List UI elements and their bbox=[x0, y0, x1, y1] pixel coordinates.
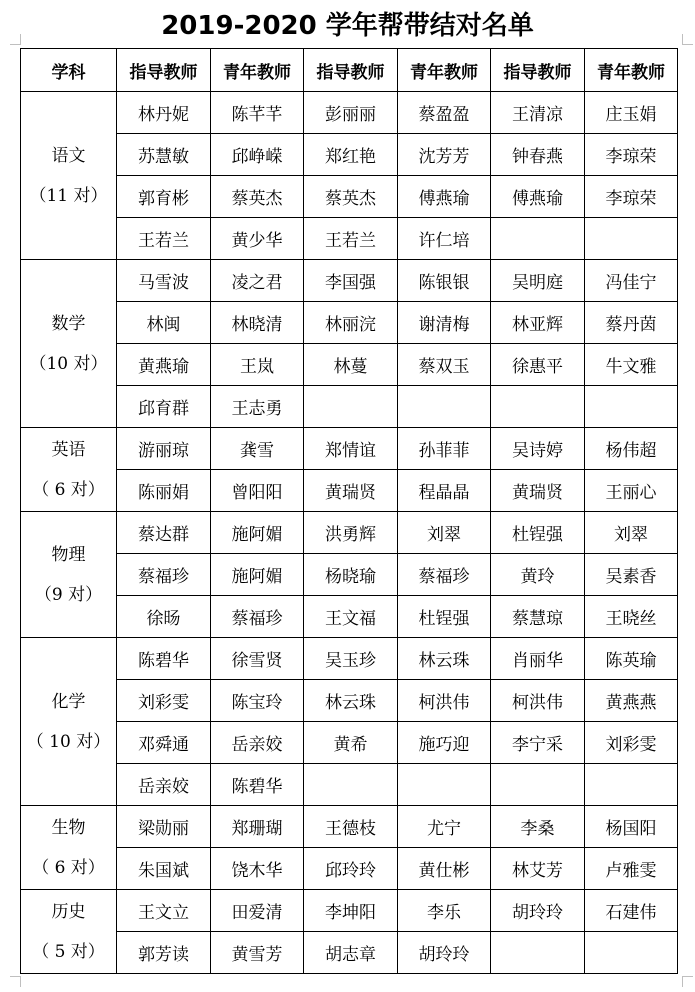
subject-name: 物理 bbox=[51, 544, 86, 565]
header-young-teacher: 青年教师 bbox=[211, 49, 304, 92]
young-teacher-name-cell: 陈芊芊 bbox=[211, 92, 304, 134]
table-row bbox=[21, 176, 678, 218]
young-teacher-name-cell: 饶木华 bbox=[211, 848, 304, 890]
subject-cell bbox=[21, 428, 117, 512]
mentor-name-cell: 蔡达群 bbox=[117, 512, 211, 554]
mentor-name-cell: 王若兰 bbox=[117, 218, 211, 260]
subject-cell bbox=[21, 260, 117, 428]
mentor-name-cell: 游丽琼 bbox=[117, 428, 211, 470]
subject-name: 数学 bbox=[51, 313, 86, 334]
young-teacher-name-cell: 杨伟超 bbox=[585, 428, 678, 470]
young-teacher-name-cell: 王晓丝 bbox=[585, 596, 678, 638]
mentor-name-cell: 黄燕瑜 bbox=[117, 344, 211, 386]
young-teacher-name-cell: 柯洪伟 bbox=[398, 680, 491, 722]
mentor-name-cell: 吴诗婷 bbox=[491, 428, 585, 470]
header-subject: 学科 bbox=[21, 49, 117, 92]
young-teacher-name-cell: 黄燕燕 bbox=[585, 680, 678, 722]
mentor-name-cell: 黄玲 bbox=[491, 554, 585, 596]
mentor-name-cell: 林丹妮 bbox=[117, 92, 211, 134]
mentor-name-cell: 林艾芳 bbox=[491, 848, 585, 890]
mentor-name-cell: 吴明庭 bbox=[491, 260, 585, 302]
young-teacher-name-cell: 林云珠 bbox=[398, 638, 491, 680]
mentor-name-cell: 林亚辉 bbox=[491, 302, 585, 344]
young-teacher-name-cell: 胡玲玲 bbox=[398, 932, 491, 974]
pair-count: （11 对） bbox=[29, 185, 108, 206]
young-teacher-name-cell: 蔡福珍 bbox=[211, 596, 304, 638]
table-header-row bbox=[21, 49, 678, 92]
mentor-name-cell: 林闽 bbox=[117, 302, 211, 344]
young-teacher-name-cell: 黄仕彬 bbox=[398, 848, 491, 890]
young-teacher-name-cell: 陈银银 bbox=[398, 260, 491, 302]
young-teacher-name-cell: 凌之君 bbox=[211, 260, 304, 302]
young-teacher-name-cell bbox=[585, 932, 678, 974]
header-young-teacher: 青年教师 bbox=[585, 49, 678, 92]
young-teacher-name-cell: 李乐 bbox=[398, 890, 491, 932]
mentor-name-cell: 邱育群 bbox=[117, 386, 211, 428]
young-teacher-name-cell: 田爱清 bbox=[211, 890, 304, 932]
young-teacher-name-cell: 施阿媚 bbox=[211, 554, 304, 596]
subject-name: 英语 bbox=[51, 439, 86, 460]
pair-count: （ 6 对） bbox=[32, 857, 105, 878]
table-row bbox=[21, 638, 678, 680]
pair-count: （ 6 对） bbox=[32, 479, 105, 500]
young-teacher-name-cell: 黄少华 bbox=[211, 218, 304, 260]
header-mentor: 指导教师 bbox=[304, 49, 398, 92]
mentor-name-cell: 王若兰 bbox=[304, 218, 398, 260]
table-row bbox=[21, 470, 678, 512]
mentor-name-cell: 彭丽丽 bbox=[304, 92, 398, 134]
document-title: 2019-2020 学年帮带结对名单 bbox=[161, 11, 534, 41]
young-teacher-name-cell: 施巧迎 bbox=[398, 722, 491, 764]
young-teacher-name-cell: 牛文雅 bbox=[585, 344, 678, 386]
young-teacher-name-cell: 刘翠 bbox=[585, 512, 678, 554]
young-teacher-name-cell: 孙菲菲 bbox=[398, 428, 491, 470]
mentor-name-cell: 马雪波 bbox=[117, 260, 211, 302]
header-mentor: 指导教师 bbox=[117, 49, 211, 92]
crop-mark-bottom-right bbox=[682, 976, 693, 987]
young-teacher-name-cell: 李琼荣 bbox=[585, 176, 678, 218]
mentor-name-cell: 邓舜通 bbox=[117, 722, 211, 764]
mentor-name-cell bbox=[491, 386, 585, 428]
table-row bbox=[21, 806, 678, 848]
young-teacher-name-cell: 郑珊瑚 bbox=[211, 806, 304, 848]
young-teacher-name-cell: 邱峥嵘 bbox=[211, 134, 304, 176]
young-teacher-name-cell bbox=[585, 386, 678, 428]
crop-mark-bottom-left bbox=[10, 976, 21, 987]
subject-cell bbox=[21, 806, 117, 890]
table-row bbox=[21, 890, 678, 932]
mentor-name-cell bbox=[491, 218, 585, 260]
young-teacher-name-cell bbox=[398, 386, 491, 428]
header-young-teacher: 青年教师 bbox=[398, 49, 491, 92]
young-teacher-name-cell: 陈英瑜 bbox=[585, 638, 678, 680]
young-teacher-name-cell: 蔡盈盈 bbox=[398, 92, 491, 134]
young-teacher-name-cell bbox=[585, 764, 678, 806]
mentor-name-cell: 李宁采 bbox=[491, 722, 585, 764]
young-teacher-name-cell: 王志勇 bbox=[211, 386, 304, 428]
young-teacher-name-cell: 龚雪 bbox=[211, 428, 304, 470]
mentor-name-cell: 林丽浣 bbox=[304, 302, 398, 344]
young-teacher-name-cell: 李琼荣 bbox=[585, 134, 678, 176]
mentor-name-cell: 李坤阳 bbox=[304, 890, 398, 932]
mentor-name-cell bbox=[491, 764, 585, 806]
young-teacher-name-cell: 林晓清 bbox=[211, 302, 304, 344]
mentor-name-cell: 郭育彬 bbox=[117, 176, 211, 218]
table-row bbox=[21, 932, 678, 974]
pair-count: （ 10 对） bbox=[26, 731, 111, 752]
mentor-name-cell: 林蔓 bbox=[304, 344, 398, 386]
mentor-name-cell: 王文福 bbox=[304, 596, 398, 638]
mentor-name-cell: 王德枝 bbox=[304, 806, 398, 848]
young-teacher-name-cell: 徐雪贤 bbox=[211, 638, 304, 680]
mentor-name-cell: 朱国斌 bbox=[117, 848, 211, 890]
young-teacher-name-cell: 蔡福珍 bbox=[398, 554, 491, 596]
subject-name: 历史 bbox=[51, 901, 86, 922]
young-teacher-name-cell: 程晶晶 bbox=[398, 470, 491, 512]
mentor-name-cell: 陈丽娟 bbox=[117, 470, 211, 512]
young-teacher-name-cell: 陈碧华 bbox=[211, 764, 304, 806]
subject-cell bbox=[21, 512, 117, 638]
young-teacher-name-cell: 陈宝玲 bbox=[211, 680, 304, 722]
table-row bbox=[21, 554, 678, 596]
young-teacher-name-cell: 许仁培 bbox=[398, 218, 491, 260]
young-teacher-name-cell: 尤宁 bbox=[398, 806, 491, 848]
mentor-name-cell: 吴玉珍 bbox=[304, 638, 398, 680]
mentor-name-cell: 杨晓瑜 bbox=[304, 554, 398, 596]
subject-name: 生物 bbox=[51, 817, 86, 838]
young-teacher-name-cell: 岳亲姣 bbox=[211, 722, 304, 764]
table-row bbox=[21, 680, 678, 722]
young-teacher-name-cell: 傅燕瑜 bbox=[398, 176, 491, 218]
young-teacher-name-cell: 刘翠 bbox=[398, 512, 491, 554]
mentor-name-cell: 傅燕瑜 bbox=[491, 176, 585, 218]
mentor-name-cell: 徐惠平 bbox=[491, 344, 585, 386]
young-teacher-name-cell: 王丽心 bbox=[585, 470, 678, 512]
mentor-name-cell: 胡志章 bbox=[304, 932, 398, 974]
table-row bbox=[21, 722, 678, 764]
subject-cell bbox=[21, 890, 117, 974]
young-teacher-name-cell: 庄玉娟 bbox=[585, 92, 678, 134]
young-teacher-name-cell: 刘彩雯 bbox=[585, 722, 678, 764]
table-row bbox=[21, 848, 678, 890]
young-teacher-name-cell: 蔡丹茵 bbox=[585, 302, 678, 344]
subject-name: 化学 bbox=[51, 691, 86, 712]
mentor-name-cell: 钟春燕 bbox=[491, 134, 585, 176]
mentor-name-cell: 李国强 bbox=[304, 260, 398, 302]
mentor-name-cell: 黄瑞贤 bbox=[304, 470, 398, 512]
mentor-name-cell: 杜锃强 bbox=[491, 512, 585, 554]
mentor-name-cell: 郭芳读 bbox=[117, 932, 211, 974]
mentor-name-cell: 刘彩雯 bbox=[117, 680, 211, 722]
young-teacher-name-cell: 施阿媚 bbox=[211, 512, 304, 554]
subject-name: 语文 bbox=[51, 145, 86, 166]
young-teacher-name-cell: 蔡双玉 bbox=[398, 344, 491, 386]
pair-count: （ 5 对） bbox=[32, 941, 105, 962]
young-teacher-name-cell: 谢清梅 bbox=[398, 302, 491, 344]
mentor-name-cell: 洪勇辉 bbox=[304, 512, 398, 554]
pairing-table bbox=[20, 48, 678, 974]
table-row bbox=[21, 260, 678, 302]
mentor-name-cell: 苏慧敏 bbox=[117, 134, 211, 176]
mentor-name-cell: 李桑 bbox=[491, 806, 585, 848]
mentor-name-cell bbox=[304, 764, 398, 806]
header-mentor: 指导教师 bbox=[491, 49, 585, 92]
mentor-name-cell: 郑情谊 bbox=[304, 428, 398, 470]
pairing-table-body bbox=[21, 49, 678, 974]
table-row bbox=[21, 344, 678, 386]
table-row bbox=[21, 302, 678, 344]
table-row bbox=[21, 134, 678, 176]
table-row bbox=[21, 92, 678, 134]
young-teacher-name-cell: 杜锃强 bbox=[398, 596, 491, 638]
young-teacher-name-cell: 黄雪芳 bbox=[211, 932, 304, 974]
mentor-name-cell: 林云珠 bbox=[304, 680, 398, 722]
young-teacher-name-cell: 曾阳阳 bbox=[211, 470, 304, 512]
young-teacher-name-cell: 杨国阳 bbox=[585, 806, 678, 848]
young-teacher-name-cell: 石建伟 bbox=[585, 890, 678, 932]
mentor-name-cell: 邱玲玲 bbox=[304, 848, 398, 890]
pair-count: （9 对） bbox=[34, 584, 103, 605]
young-teacher-name-cell: 蔡英杰 bbox=[211, 176, 304, 218]
mentor-name-cell: 王清凉 bbox=[491, 92, 585, 134]
mentor-name-cell: 蔡英杰 bbox=[304, 176, 398, 218]
young-teacher-name-cell: 王岚 bbox=[211, 344, 304, 386]
mentor-name-cell: 蔡慧琼 bbox=[491, 596, 585, 638]
mentor-name-cell bbox=[491, 932, 585, 974]
young-teacher-name-cell bbox=[398, 764, 491, 806]
mentor-name-cell: 蔡福珍 bbox=[117, 554, 211, 596]
table-row bbox=[21, 428, 678, 470]
mentor-name-cell: 梁勋丽 bbox=[117, 806, 211, 848]
mentor-name-cell: 肖丽华 bbox=[491, 638, 585, 680]
pair-count: （10 对） bbox=[29, 353, 108, 374]
mentor-name-cell: 岳亲姣 bbox=[117, 764, 211, 806]
table-row bbox=[21, 386, 678, 428]
mentor-name-cell: 黄希 bbox=[304, 722, 398, 764]
mentor-name-cell: 郑红艳 bbox=[304, 134, 398, 176]
mentor-name-cell: 黄瑞贤 bbox=[491, 470, 585, 512]
young-teacher-name-cell bbox=[585, 218, 678, 260]
mentor-name-cell: 柯洪伟 bbox=[491, 680, 585, 722]
mentor-name-cell: 王文立 bbox=[117, 890, 211, 932]
subject-cell bbox=[21, 638, 117, 806]
mentor-name-cell bbox=[304, 386, 398, 428]
subject-cell bbox=[21, 92, 117, 260]
young-teacher-name-cell: 冯佳宁 bbox=[585, 260, 678, 302]
mentor-name-cell: 陈碧华 bbox=[117, 638, 211, 680]
table-row bbox=[21, 218, 678, 260]
mentor-name-cell: 胡玲玲 bbox=[491, 890, 585, 932]
table-row bbox=[21, 596, 678, 638]
young-teacher-name-cell: 吴素香 bbox=[585, 554, 678, 596]
young-teacher-name-cell: 卢雅雯 bbox=[585, 848, 678, 890]
table-row bbox=[21, 764, 678, 806]
mentor-name-cell: 徐旸 bbox=[117, 596, 211, 638]
young-teacher-name-cell: 沈芳芳 bbox=[398, 134, 491, 176]
table-row bbox=[21, 512, 678, 554]
